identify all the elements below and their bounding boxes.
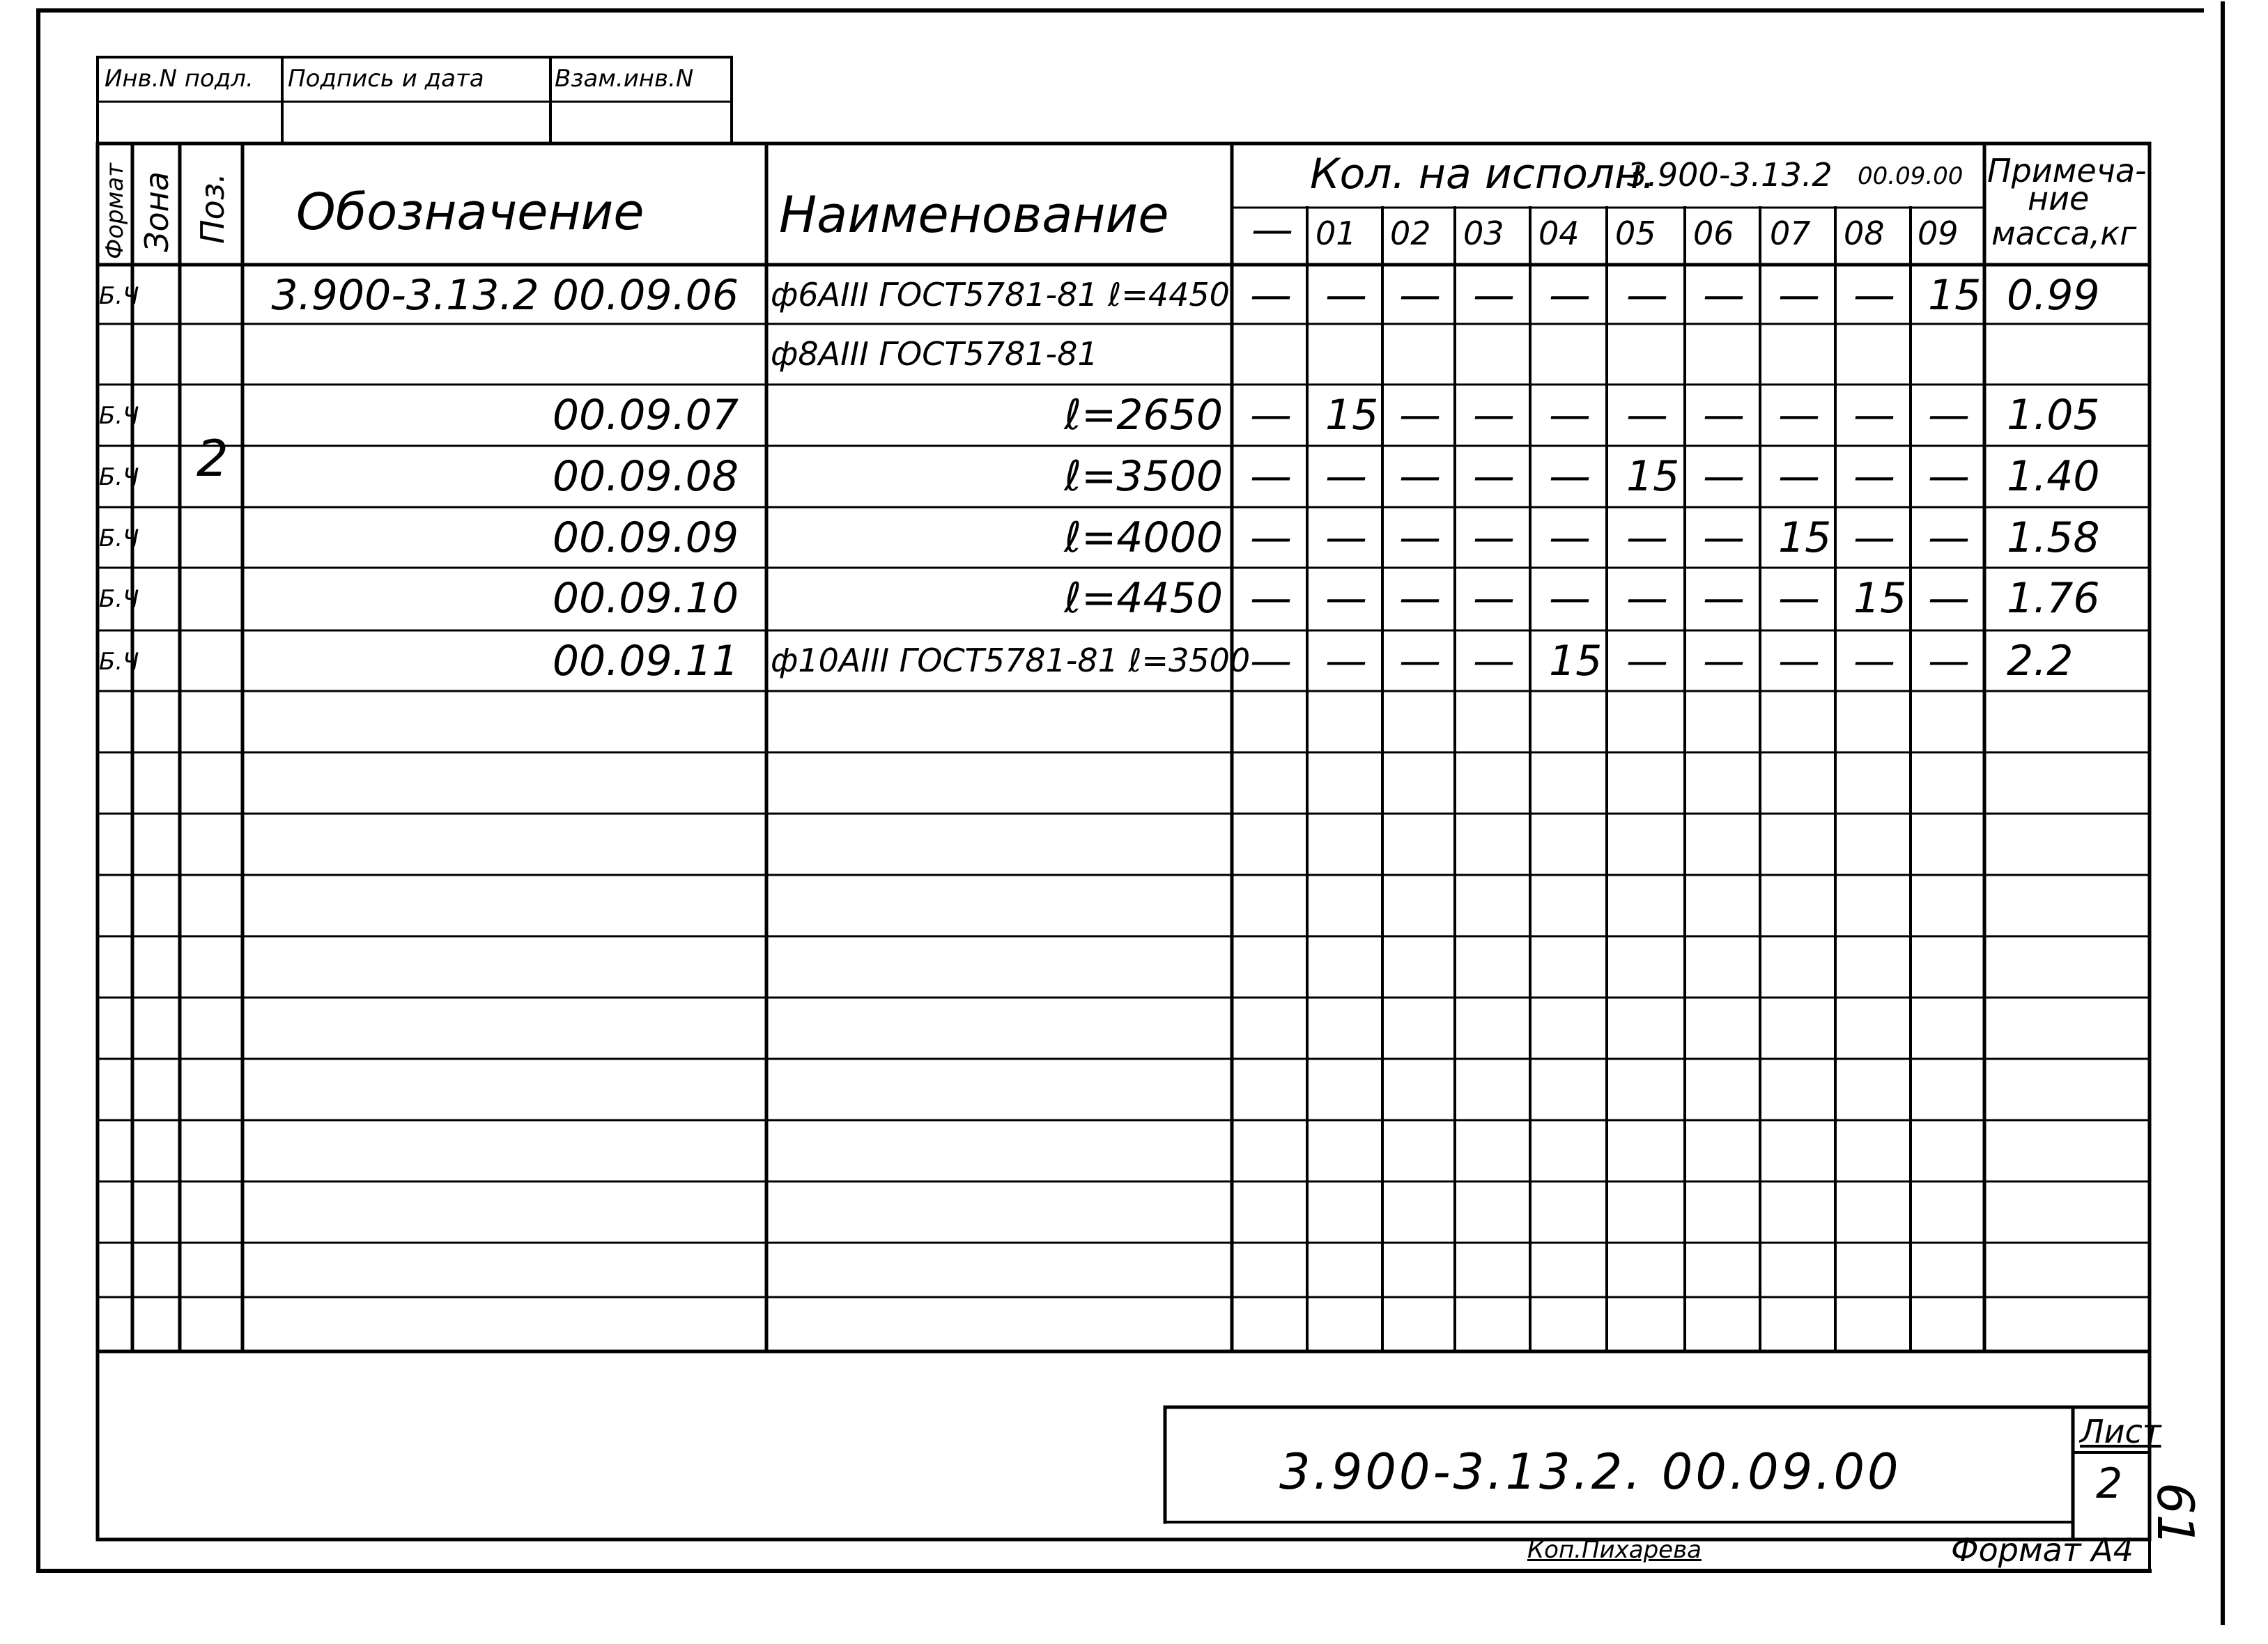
qty-cell: —	[1928, 391, 1970, 440]
row-format: Б.Ч	[99, 525, 139, 552]
qty-cell: —	[1325, 637, 1367, 685]
qty-cell: —	[1250, 637, 1292, 685]
row-note: 2.2	[2007, 637, 2074, 685]
qty-cell: —	[1549, 271, 1591, 320]
qty-cell: —	[1853, 391, 1895, 440]
row-format: Б.Ч	[99, 648, 139, 676]
copied-by: Коп.Пихарева	[1527, 1536, 1702, 1564]
row-designation: 00.09.08	[552, 452, 739, 501]
header-format: Формат	[101, 163, 129, 259]
qty-cell: —	[1928, 637, 1970, 685]
qty-cell: —	[1399, 513, 1441, 562]
qty-cell: —	[1778, 574, 1820, 623]
qty-cell: —	[1399, 271, 1441, 320]
qty-cell: 15	[1928, 271, 1982, 320]
qty-cell: —	[1250, 271, 1292, 320]
qty-cell: —	[1626, 391, 1668, 440]
qty-cell: —	[1325, 574, 1367, 623]
qty-cell: —	[1778, 637, 1820, 685]
doc-code: 3.900-3.13.2. 00.09.00	[1279, 1443, 1901, 1500]
qty-cell: —	[1626, 637, 1668, 685]
header-name: Наименование	[779, 185, 1169, 244]
header-pos: Поз.	[194, 173, 231, 244]
row-note: 0.99	[2007, 271, 2100, 320]
row-note: 1.40	[2007, 452, 2100, 501]
exec-col-header: 07	[1770, 215, 1811, 252]
row-name: ℓ=3500	[1064, 452, 1223, 501]
qty-cell: —	[1778, 271, 1820, 320]
qty-cell: —	[1473, 452, 1515, 501]
qty-cell: —	[1853, 452, 1895, 501]
exec-col-header: 08	[1844, 215, 1885, 252]
exec-col-header: 02	[1390, 215, 1431, 252]
exec-col-header: 03	[1463, 215, 1504, 252]
qty-cell: 15	[1853, 574, 1907, 623]
exec-col-header: —	[1251, 206, 1293, 254]
header-qty-title: Кол. на исполн.	[1310, 150, 1656, 199]
format-label: Формат А4	[1951, 1531, 2134, 1569]
signature-date-label: Подпись и дата	[288, 65, 484, 93]
row-note: 1.05	[2007, 391, 2100, 440]
qty-cell: —	[1703, 637, 1745, 685]
qty-cell: —	[1853, 637, 1895, 685]
qty-cell: —	[1549, 391, 1591, 440]
row-name: ℓ=4000	[1064, 513, 1223, 562]
qty-cell: —	[1473, 391, 1515, 440]
row-format: Б.Ч	[99, 463, 139, 491]
qty-cell: —	[1473, 574, 1515, 623]
qty-cell: —	[1703, 574, 1745, 623]
row-name: ф10АIII ГОСТ5781-81 ℓ=3500	[771, 642, 1251, 679]
exec-col-header: 04	[1538, 215, 1580, 252]
qty-cell: 15	[1778, 513, 1832, 562]
qty-cell: —	[1928, 513, 1970, 562]
qty-cell: 15	[1325, 391, 1379, 440]
page-number: 61	[2146, 1482, 2205, 1546]
row-name: ф6АIII ГОСТ5781-81 ℓ=4450	[771, 276, 1230, 313]
sheet-number: 2	[2096, 1459, 2123, 1508]
qty-cell: —	[1250, 452, 1292, 501]
qty-cell: —	[1853, 513, 1895, 562]
qty-cell: —	[1325, 271, 1367, 320]
qty-cell: —	[1399, 391, 1441, 440]
exec-col-header: 01	[1316, 215, 1357, 252]
qty-cell: —	[1250, 574, 1292, 623]
qty-cell: —	[1250, 391, 1292, 440]
qty-cell: —	[1626, 271, 1668, 320]
header-qty-subcode: 00.09.00	[1858, 162, 1964, 190]
qty-cell: —	[1928, 452, 1970, 501]
header-qty-code: 3.900-3.13.2	[1627, 156, 1833, 194]
row-note: 1.76	[2007, 574, 2100, 623]
qty-cell: —	[1778, 452, 1820, 501]
replace-inv-label: Взам.инв.N	[555, 65, 694, 93]
exec-col-header: 09	[1918, 215, 1959, 252]
row-name: ф8АIII ГОСТ5781-81	[771, 335, 1098, 373]
header-note-line2: ние	[2028, 180, 2090, 217]
qty-cell: —	[1473, 513, 1515, 562]
position-number: 2	[196, 429, 229, 488]
inv-no-label: Инв.N подл.	[105, 65, 254, 93]
row-note: 1.58	[2007, 513, 2100, 562]
qty-cell: 15	[1626, 452, 1680, 501]
header-note-line1: Примеча-	[1987, 152, 2147, 189]
row-format: Б.Ч	[99, 282, 139, 310]
qty-cell: —	[1549, 513, 1591, 562]
qty-cell: —	[1703, 452, 1745, 501]
header-zone: Зона	[138, 171, 176, 252]
sheet-label: Лист	[2080, 1413, 2161, 1450]
qty-cell: —	[1626, 574, 1668, 623]
qty-cell: —	[1399, 452, 1441, 501]
qty-cell: —	[1853, 271, 1895, 320]
row-designation: 00.09.11	[552, 637, 739, 685]
qty-cell: —	[1778, 391, 1820, 440]
exec-col-header: 06	[1693, 215, 1734, 252]
qty-cell: —	[1626, 513, 1668, 562]
row-format: Б.Ч	[99, 402, 139, 430]
qty-cell: —	[1473, 637, 1515, 685]
qty-cell: —	[1250, 513, 1292, 562]
row-name: ℓ=2650	[1064, 391, 1223, 440]
qty-cell: 15	[1549, 637, 1603, 685]
header-designation: Обозначение	[296, 183, 645, 241]
row-designation: 3.900-3.13.2 00.09.06	[271, 271, 739, 320]
qty-cell: —	[1549, 452, 1591, 501]
row-name: ℓ=4450	[1064, 574, 1223, 623]
qty-cell: —	[1549, 574, 1591, 623]
qty-cell: —	[1325, 513, 1367, 562]
row-designation: 00.09.07	[552, 391, 739, 440]
qty-cell: —	[1399, 637, 1441, 685]
qty-cell: —	[1703, 271, 1745, 320]
qty-cell: —	[1325, 452, 1367, 501]
row-designation: 00.09.10	[552, 574, 739, 623]
qty-cell: —	[1399, 574, 1441, 623]
qty-cell: —	[1928, 574, 1970, 623]
header-note-line3: масса,кг	[1991, 215, 2137, 252]
row-designation: 00.09.09	[552, 513, 739, 562]
qty-cell: —	[1473, 271, 1515, 320]
qty-cell: —	[1703, 391, 1745, 440]
row-format: Б.Ч	[99, 585, 139, 613]
qty-cell: —	[1703, 513, 1745, 562]
exec-col-header: 05	[1615, 215, 1656, 252]
